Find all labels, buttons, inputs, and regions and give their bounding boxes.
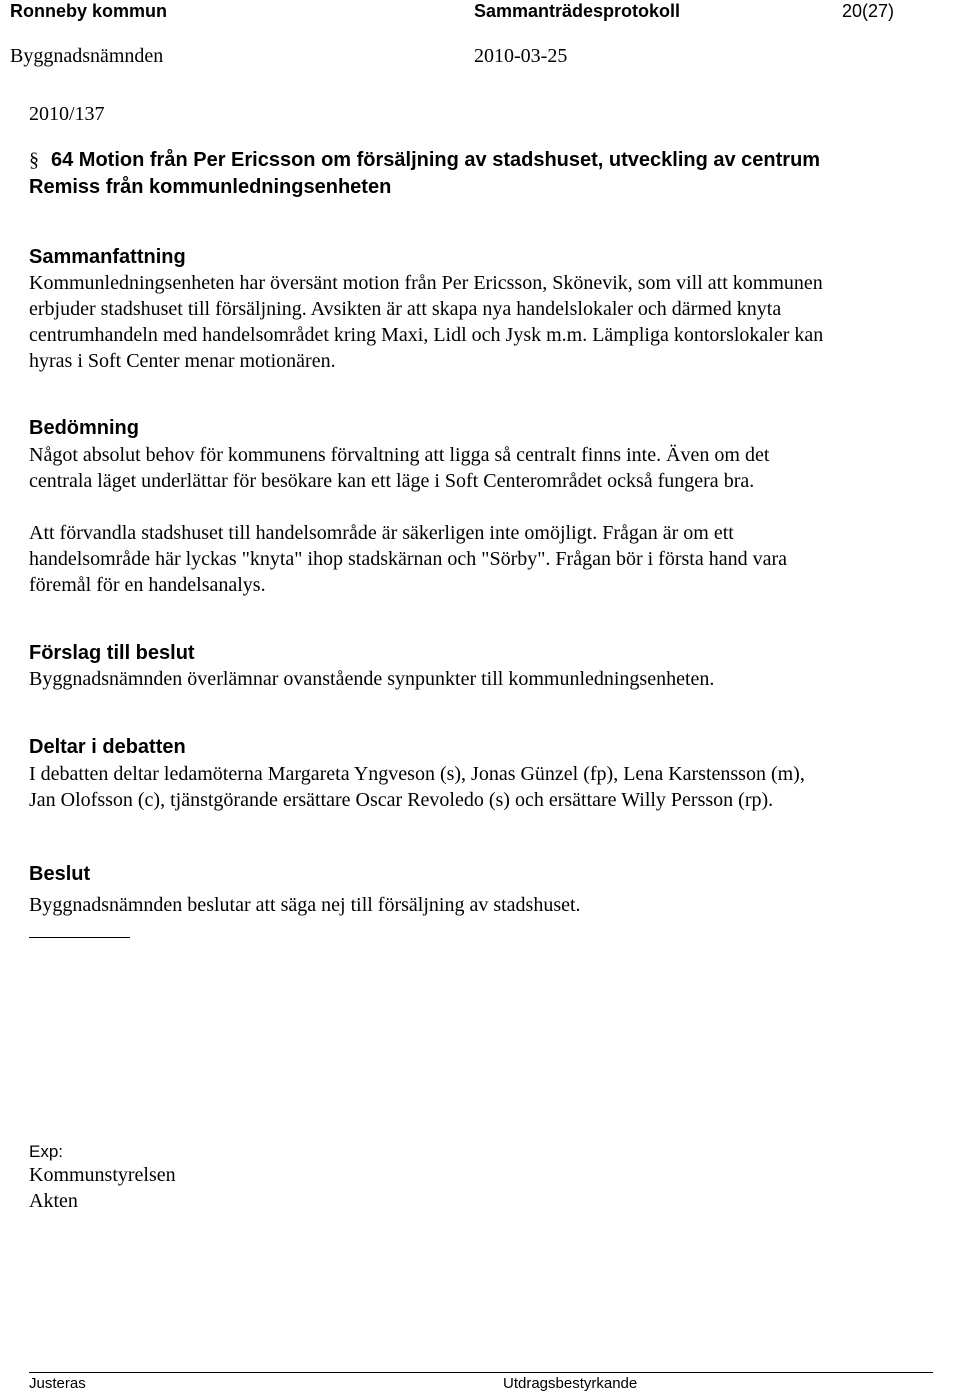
debate-line: I debatten deltar ledamöterna Margareta Yngveson (s), Jonas Günzel (fp), Lena Karstensson (m),: [29, 763, 805, 785]
assessment-line: Att förvandla stadshuset till handelsområde är säkerligen inte omöjligt. Frågan är om ett: [29, 522, 734, 544]
assessment-paragraph-1: [29, 442, 934, 494]
decision-line: Byggnadsnämnden beslutar att säga nej till försäljning av stadshuset.: [29, 894, 581, 916]
meeting-date: 2010-03-25: [474, 45, 568, 67]
decision-text: [29, 892, 934, 918]
debate-heading: Deltar i debatten: [29, 736, 186, 758]
distribution-recipient: Akten: [29, 1190, 78, 1212]
document-type: Sammanträdesprotokoll: [474, 1, 681, 21]
assessment-line: Något absolut behov för kommunens förvaltning att ligga så centralt finns inte. Även om det: [29, 444, 770, 466]
item-title-line-1: [29, 147, 939, 174]
summary-line: hyras i Soft Center menar motionären.: [29, 350, 336, 372]
footer-justeras: Justeras: [29, 1375, 86, 1392]
item-title-text: 64 Motion från Per Ericsson om försäljning av stadshuset, utveckling av centrum: [51, 149, 821, 171]
item-title-line-2: Remiss från kommunledningsenheten: [29, 176, 392, 198]
assessment-line: föremål för en handelsanalys.: [29, 574, 266, 596]
item-title: [29, 147, 939, 201]
case-number: 2010/137: [29, 103, 105, 125]
distribution-recipient: Kommunstyrelsen: [29, 1164, 176, 1186]
debate-text: [29, 761, 934, 813]
paragraph-sign: §: [29, 149, 39, 171]
proposal-text: [29, 666, 934, 692]
summary-text: [29, 270, 934, 374]
organization-name: Ronneby kommun: [10, 1, 168, 21]
proposal-heading: Förslag till beslut: [29, 642, 195, 664]
summary-line: centrumhandeln med handelsområdet kring Maxi, Lidl och Jysk m.m. Lämpliga kontorslokaler kan: [29, 324, 824, 346]
separator-line: [29, 937, 130, 938]
assessment-line: handelsområde här lyckas "knyta" ihop stadskärnan och "Sörby". Frågan bör i första hand vara: [29, 548, 787, 570]
assessment-paragraph-2: [29, 520, 934, 598]
proposal-line: Byggnadsnämnden överlämnar ovanstående synpunkter till kommunledningsenheten.: [29, 668, 715, 690]
debate-line: Jan Olofsson (c), tjänstgörande ersättare Oscar Revoledo (s) och ersättare Willy Persson (rp).: [29, 789, 774, 811]
page-number: 20(27): [842, 1, 895, 21]
summary-line: erbjuder stadshuset till försäljning. Avsikten är att skapa nya handelslokaler och därmed knyta: [29, 298, 782, 320]
decision-heading: Beslut: [29, 863, 91, 885]
assessment-line: centrala läget underlättar för besökare kan ett läge i Soft Centerområdet också fungera bra.: [29, 470, 755, 492]
distribution-label: Exp:: [29, 1142, 64, 1161]
footer-utdragsbestyrkande: Utdragsbestyrkande: [503, 1375, 638, 1392]
assessment-heading: Bedömning: [29, 417, 139, 439]
footer-rule: [29, 1372, 933, 1373]
summary-heading: Sammanfattning: [29, 246, 186, 268]
summary-line: Kommunledningsenheten har översänt motion från Per Ericsson, Skönevik, som vill att kommunen: [29, 272, 823, 294]
board-name: Byggnadsnämnden: [10, 45, 164, 67]
distribution-list: [29, 1162, 176, 1214]
